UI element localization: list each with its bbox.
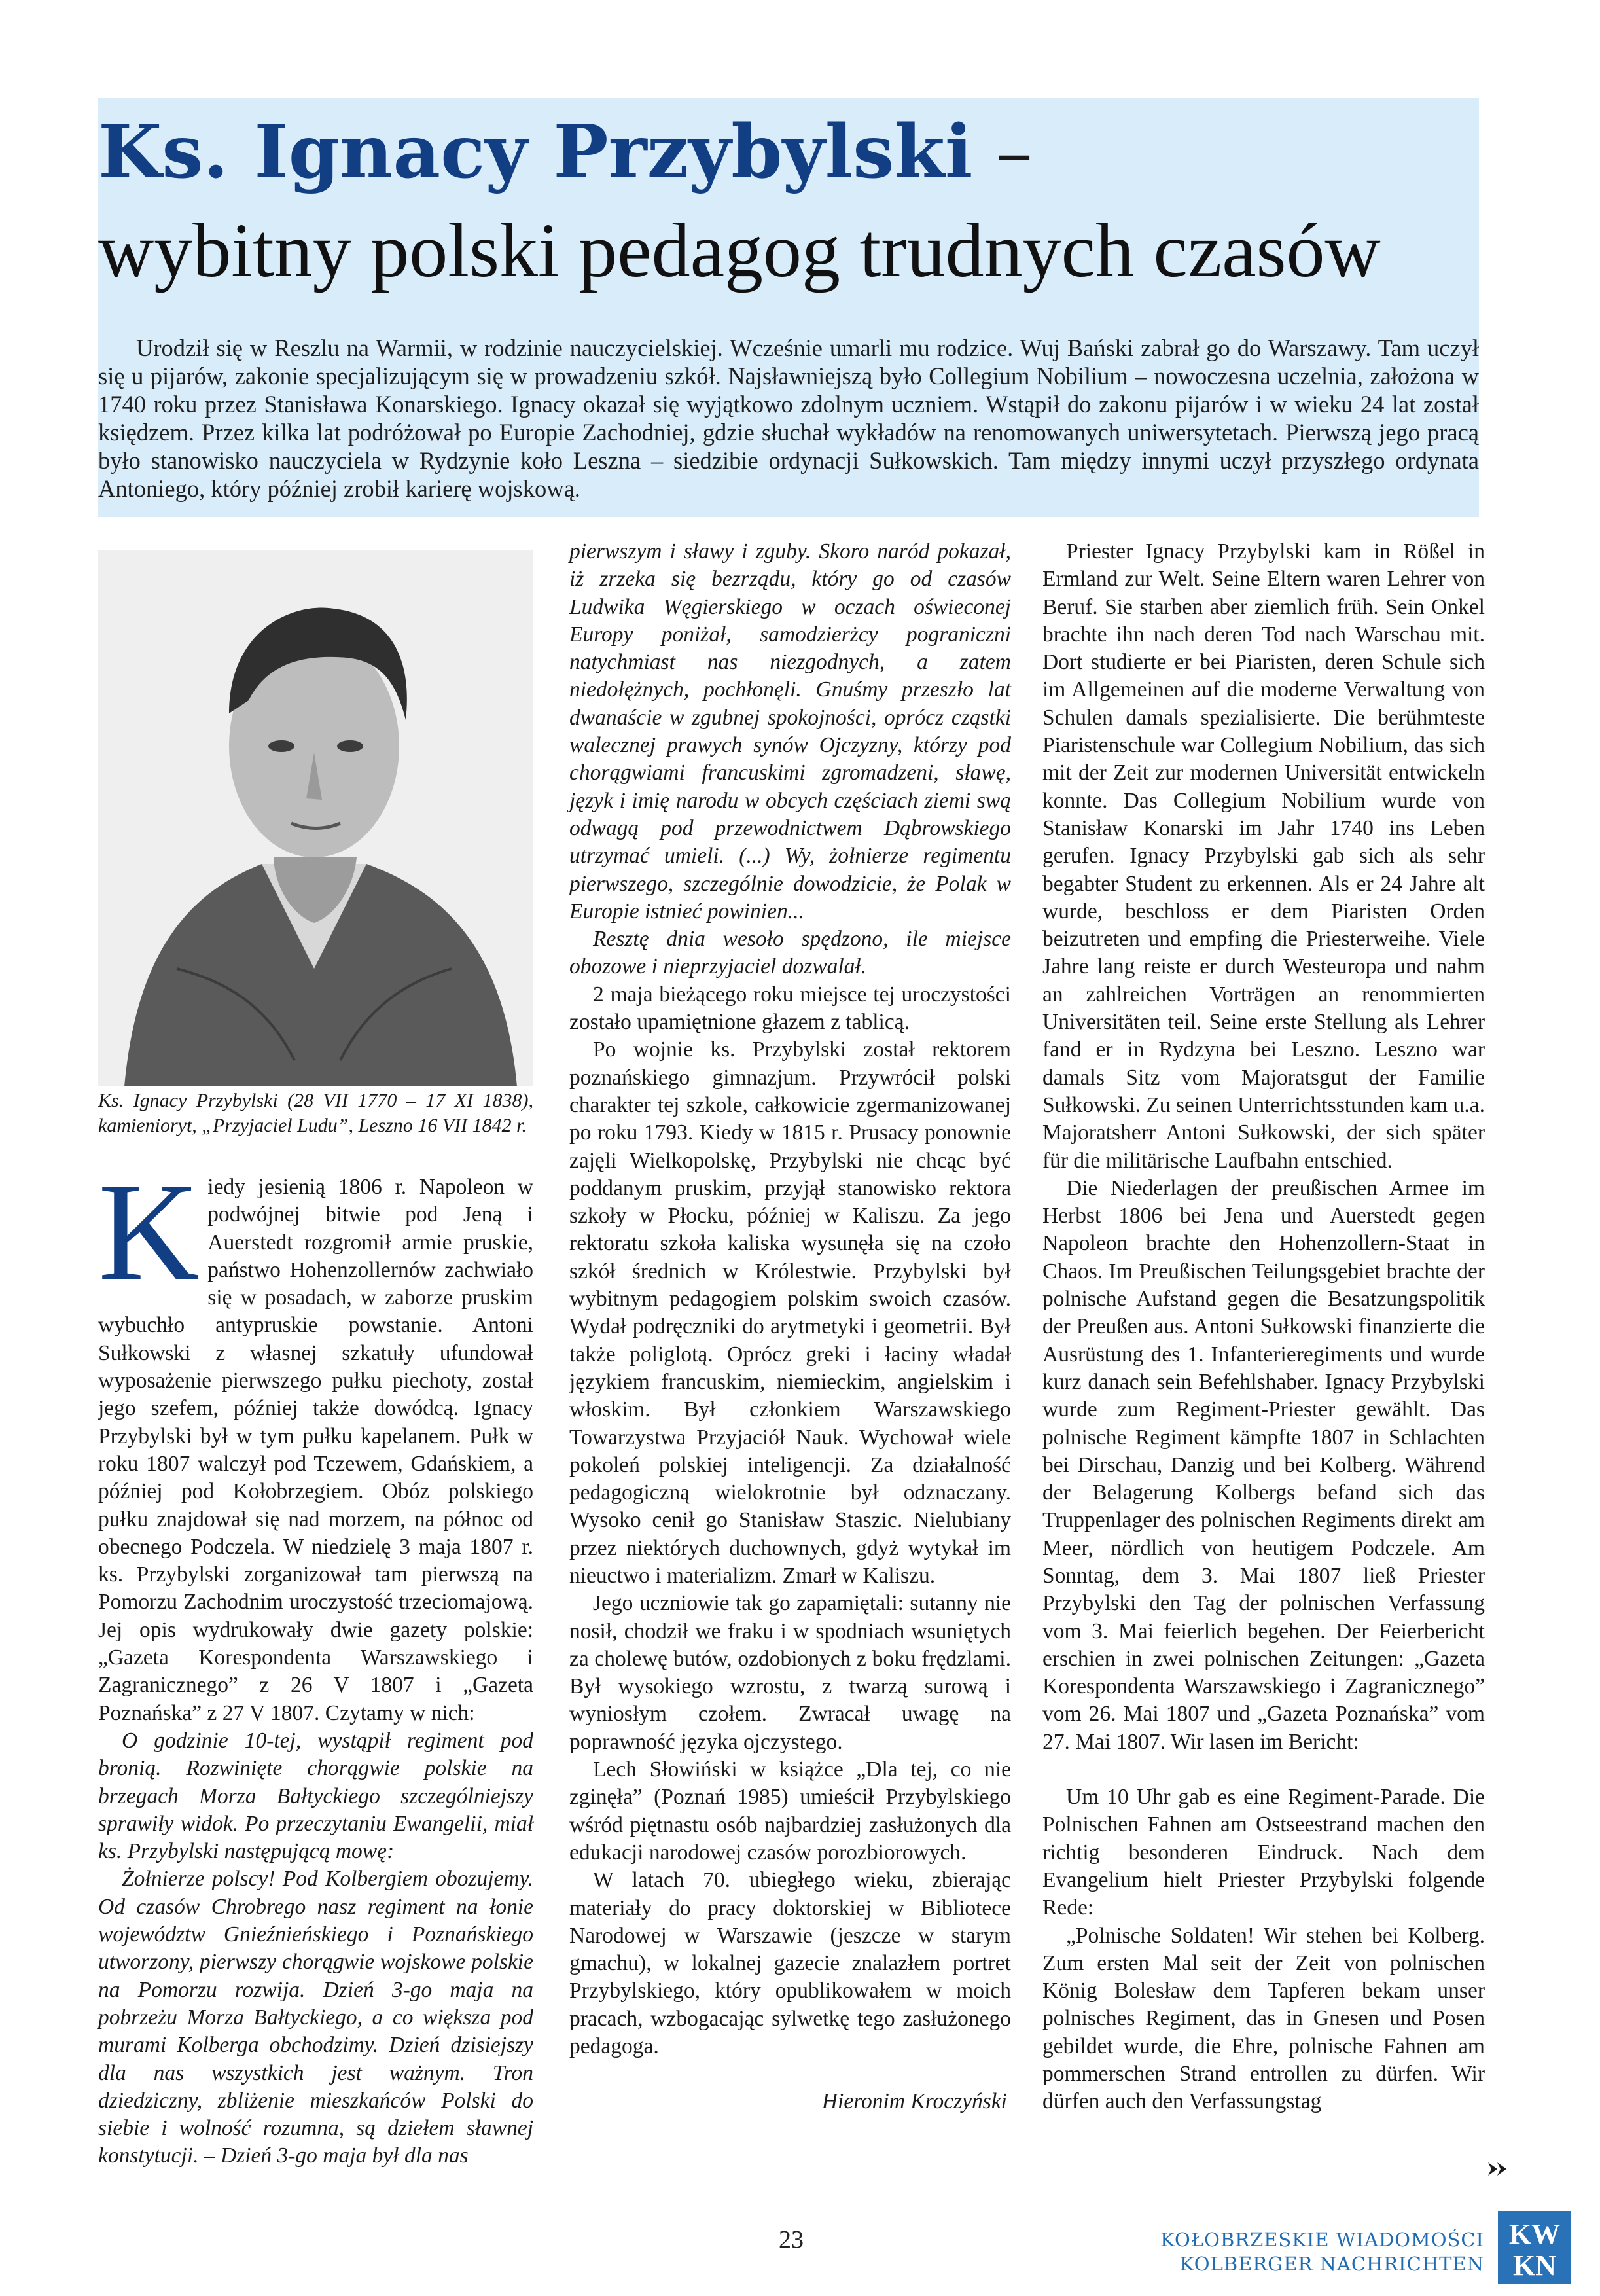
paragraph: iedy jesienią 1806 r. Napoleon w podwójnej bitwie pod Jeną i Auerstedt rozgromił armie pruskie, państwo Hohenzollernów zachwiało się w posadach, w zaborze pruskim wybuchło antypruskie powstanie. Antoni Sułkowski z własnej szkatuły ufundował wyposażenie pierwszego pułku piechoty, został jego szefem, później także dowódcą. Ignacy Przybylski był w tym pułku kapelanem. Pułk w roku 1807 walczył pod Tczewem, Gdańskiem, a później pod Kołobrzegiem. Obóz polskiego pułku znajdował się nad morzem, na północ od obecnego Podczela. W niedzielę 3 maja 1807 r. ks. Przybylski zorganizował tam pierwszą na Pomorzu Zachodnim uroczystość trzeciomajową. Jej opis wydrukowały dwie gazety polskie: „Gazeta Korespondenta Warszawskiego i Zagranicznego” z 26 V 1807 i „Gazeta Poznańska” z 27 V 1807. Czytamy w nich: bbox=[98, 1175, 533, 1725]
paragraph: Jego uczniowie tak go zapamiętali: sutanny nie nosił, chodził we fraku i w spodniach wsuniętych za cholewę butów, ozdobionych z boku frędzlami. Był wysokiego wzrostu, z twarzą surową i wyniosłym czołem. Zwracał uwagę na poprawność języka ojczystego. bbox=[569, 1591, 1011, 1754]
paragraph: Die Niederlagen der preußischen Armee im Herbst 1806 bei Jena und Auerstedt gegen Napoleon brachte den Hohenzollern-Staat in Chaos. Im Preußischen Teilungsgebiet brachte der polnische Aufstand gegen die Besatzungspolitik der Preußen aus. Antoni Sułkowski finanzierte die Ausrüstung des 1. Infanterieregiments und wurde kurz danach sein Befehlshaber. Ignacy Przybylski wurde zum Regiment-Priester gewählt. Das polnische Regiment kämpfte 1807 in Schlachten bei Dirschau, Danzig und bei Kolberg. Während der Belagerung Kolbergs befand sich das Truppenlager des polnischen Regiments direkt am Meer, nördlich von heutigem Podczele. Am Sonntag, dem 3. Mai 1807 ließ Priester Przybylski den Tag der polnischen Verfassung vom 3. Mai feierlich begehen. Der Feierbericht erschien in zwei polnischen Zeitungen: „Gazeta Korespondenta Warszawskiego i Zagranicznego” vom 26. Mai 1807 und „Gazeta Poznańska” vom 27. Mai 1807. Wir lasen im Bericht: bbox=[1042, 1175, 1485, 1754]
article-column-2 bbox=[569, 538, 1011, 2116]
paragraph: W latach 70. ubiegłego wieku, zbierając materiały do pracy doktorskiej w Bibliotece Narodowej w Warszawie (jeszcze w starym gmachu), w lokalnej gazecie znalazłem portret Przybylskiego, który opublikowałem w moich pracach, wzbogacając sylwetkę tego zasłużonego pedagoga. bbox=[569, 1868, 1011, 2059]
quote-paragraph: Żołnierze polscy! Pod Kolbergiem obozujemy. Od czasów Chrobrego nasz regiment na łonie województw Gnieźnieńskiego i Poznańskiego utworzony, pierwszy chorągwie wojskowe polskie na Pomorzu rozwija. Dzień 3-go maja na pobrzeżu Morza Bałtyckiego, a co większa pod murami Kolberga obchodzimy. Dzień dzisiejszy dla nas wszystkich jest ważnym. Tron dziedziczny, zbliżenie mieszkańców Polski do siebie i wolność rozumna, są dziełem sławnej konstytucji. – Dzień 3-go maja był dla nas bbox=[98, 1867, 533, 2168]
quote-paragraph: pierwszym i sławy i zguby. Skoro naród pokazał, iż zrzeka się bezrządu, który go od czasów Ludwika Węgierskiego w oczach oświeconej Europy poniżał, samodzierżcy pograniczni natychmiast nas niezgodnych, a zatem niedołężnych, pochłonęli. Gnuśmy przeszło lat dwanaście w zgubnej spokojności, oprócz cząstki walecznej prawych synów Ojczyzny, którzy pod chorągwiami francuskimi zgromadzeni, sławę, język i imię narodu w obcych częściach ziemi swą odwagą pod przewodnictwem Dąbrowskiego utrzymać umieli. (...) Wy, żołnierze regimentu pierwszego, szczególnie dowodzicie, że Polak w Europie istnieć powinien... bbox=[569, 539, 1011, 924]
quote-paragraph: O godzinie 10-tej, wystąpił regiment pod bronią. Rozwinięte chorągwie polskie na brzegach Morza Bałtyckiego szczególniejszy sprawiły widok. Po przeczytaniu Ewangelii, miał ks. Przybylski następującą mowę: bbox=[98, 1728, 533, 1864]
svg-text:KN: KN bbox=[1513, 2250, 1556, 2282]
article-column-1 bbox=[98, 1153, 533, 2170]
svg-text:KW: KW bbox=[1508, 2218, 1561, 2250]
magazine-title-german: KOLBERGER NACHRICHTEN bbox=[1179, 2253, 1484, 2275]
magazine-logo bbox=[1498, 2211, 1571, 2284]
paragraph: Um 10 Uhr gab es eine Regiment-Parade. Die Polnischen Fahnen am Ostseestrand machen den richtig besonderen Eindruck. Nach dem Evangelium hielt Priester Przybylski folgende Rede: bbox=[1042, 1785, 1485, 1920]
quote-paragraph: Resztę dnia wesoło spędzono, ile miejsce obozowe i nieprzyjaciel dozwalał. bbox=[569, 927, 1011, 979]
article-column-3 bbox=[1042, 538, 1485, 2116]
magazine-title-polish: KOŁOBRZESKIE WIADOMOŚCI bbox=[1160, 2229, 1484, 2251]
drop-cap: K bbox=[98, 1153, 200, 1310]
article-subtitle: wybitny polski pedagog trudnych czasów bbox=[98, 207, 1381, 293]
continue-arrow-icon bbox=[1487, 2160, 1509, 2181]
portrait-caption: Ks. Ignacy Przybylski (28 VII 1770 – 17 XI 1838), kamienioryt, „Przyjaciel Ludu”, Leszno 16 VII 1842 r. bbox=[98, 1090, 533, 1136]
paragraph: Priester Ignacy Przybylski kam in Rößel in Ermland zur Welt. Seine Eltern waren Lehrer von Beruf. Sie starben aber ziemlich früh. Sein Onkel brachte ihn nach deren Tod nach Warschau mit. Dort studierte er bei Piaristen, deren Schule sich im Allgemeinen auf die moderne Verwaltung von Schulen damals spezialisierte. Die berühmteste Piaristenschule war Collegium Nobilium, das sich mit der Zeit zur modernen Universität entwickeln konnte. Das Collegium Nobilium wurde von Stanisław Konarski im Jahr 1740 ins Leben gerufen. Ignacy Przybylski gab sich als sehr begabter Student zu erkennen. Als er 24 Jahre alt wurde, beschloss er dem Piaristen Orden beizutreten und empfing die Priesterweihe. Viele Jahre lang reiste er durch Westeuropa und nahm an zahlreichen Vorträgen an renommierten Universitäten teil. Seine erste Stellung als Lehrer fand er in Rydzyna bei Leszno. Leszno war damals Sitz vom Majoratsgut der Familie Sułkowski. Zu seinen Unterrichtsstunden kam u.a. Majoratsherr Antoni Sułkowski, der sich später für die militärische Laufbahn entschied. bbox=[1042, 539, 1485, 1173]
title-dash: – bbox=[972, 110, 1033, 195]
paragraph: 2 maja bieżącego roku miejsce tej uroczystości zostało upamiętnione głazem z tablicą. bbox=[569, 982, 1011, 1035]
portrait-image bbox=[98, 550, 533, 1086]
page-number: 23 bbox=[779, 2226, 804, 2253]
title-name: Ks. Ignacy Przybylski bbox=[98, 109, 973, 195]
article-title bbox=[98, 110, 1033, 195]
author-signature: Hieronim Kroczyński bbox=[821, 2089, 1007, 2114]
paragraph: Po wojnie ks. Przybylski został rektorem poznańskiego gimnazjum. Przywrócił polski charakter tej szkole, całkowicie zgermanizowanej po roku 1793. Kiedy w 1815 r. Prusacy ponownie zajęli Wielkopolskę, Przybylski nie chcąc być poddanym pruskim, przyjął stanowisko rektora szkoły w Płocku, później w Kaliszu. Za jego rektoratu szkoła kaliska wysunęła się na czoło szkół średnich w Królestwie. Przybylski był wybitnym pedagogiem polskim swoich czasów. Wydał podręczniki do arytmetyki i geometrii. Był także poliglotą. Oprócz greki i łaciny władał językiem francuskim, niemieckim, angielskim i włoskim. Był członkiem Warszawskiego Towarzystwa Przyjaciół Nauk. Wychował wiele pokoleń polskiej inteligencji. Za działalność pedagogiczną wielokrotnie był odznaczany. Wysoko cenił go Stanisław Staszic. Nielubiany przez niektórych duchownych, gdyż wytykał im nieuctwo i materializm. Zmarł w Kaliszu. bbox=[569, 1037, 1011, 1588]
paragraph: „Polnische Soldaten! Wir stehen bei Kolberg. Zum ersten Mal seit der Zeit von polnischen König Bolesław dem Tapferen bekam unser polnisches Regiment, das in Gnesen und Posen gebildet wurde, die Ehre, polnische Fahnen am pommerschen Strand entrollen zu dürfen. Wir dürfen auch den Verfassungstag bbox=[1042, 1923, 1485, 2114]
paragraph: Lech Słowiński w książce „Dla tej, co nie zginęła” (Poznań 1985) umieścił Przybylskiego wśród piętnastu osób najbardziej zasłużonych dla edukacji narodowej czasów porozbiorowych. bbox=[569, 1757, 1011, 1865]
intro-paragraph: Urodził się w Reszlu na Warmii, w rodzinie nauczycielskiej. Wcześnie umarli mu rodzice. Wuj Bański zabrał go do Warszawy. Tam uczył się u pijarów, zakonie specjalizującym się w prowadzeniu szkół. Najsławniejszą było Collegium Nobilium – nowoczesna uczelnia, założona w 1740 roku przez Stanisława Konarskiego. Ignacy okazał się wyjątkowo zdolnym uczniem. Wstąpił do zakonu pijarów i w wieku 24 lat został księdzem. Przez kilka lat podróżował po Europie Zachodniej, gdzie słuchał wykładów na renomowanych uniwersytetach. Pierwszą jego pracą było stanowisko nauczyciela w Rydzynie koło Leszna – siedzibie ordynacji Sułkowskich. Tam między innymi uczył przyszłego ordynata Antoniego, który później zrobił karierę wojskową. bbox=[98, 334, 1479, 502]
